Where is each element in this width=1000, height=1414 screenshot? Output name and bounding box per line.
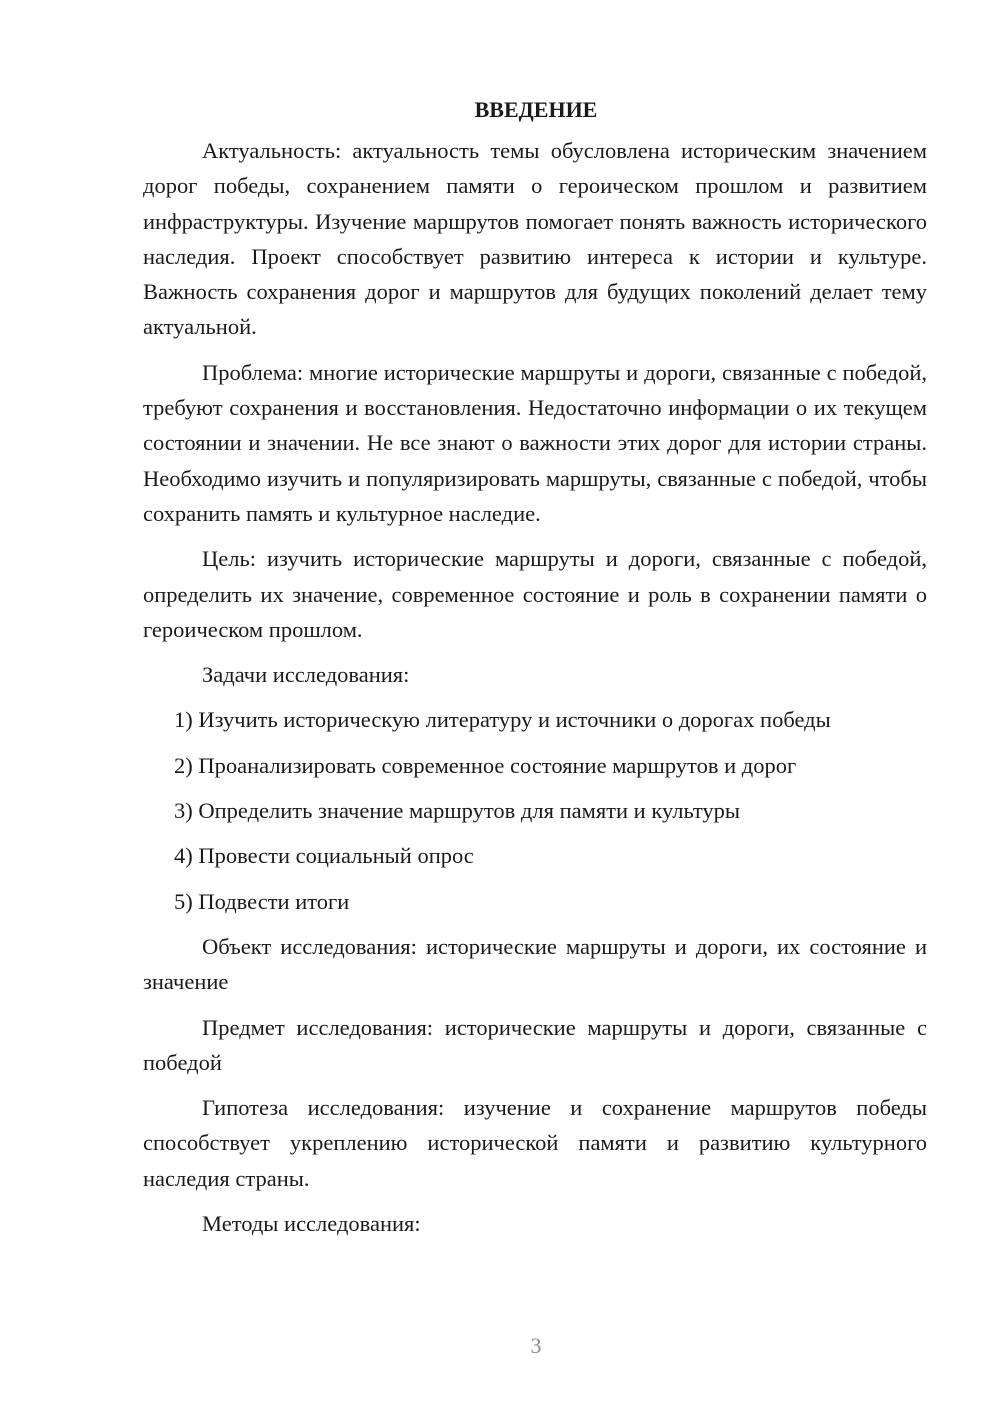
page-content [143, 92, 927, 1251]
object-paragraph: Объект исследования: исторические маршруты и дороги, их состояние и значение [143, 933, 927, 995]
task-item-2: 2) Проанализировать современное состояние маршрутов и дорог [174, 752, 797, 778]
task-item-1: 1) Изучить историческую литературу и источники о дорогах победы [174, 707, 831, 733]
task-item-5: 5) Подвести итоги [174, 888, 350, 914]
task-item-4: 4) Провести социальный опрос [174, 843, 474, 869]
task-item-3: 3) Определить значение маршрутов для памяти и культуры [174, 798, 741, 824]
tasks-list [143, 702, 927, 918]
goal-paragraph: Цель: изучить исторические маршруты и дороги, связанные с победой, определить их значение, современное состояние и роль в сохранении памяти о героическом прошлом. [143, 546, 927, 642]
section-title: ВВЕДЕНИЕ [474, 97, 598, 122]
subject-paragraph: Предмет исследования: исторические маршруты и дороги, связанные с победой [143, 1014, 927, 1075]
relevance-paragraph: Актуальность: актуальность темы обусловлена историческим значением дорог победы, сохранением памяти о героическом прошлом и развитием инфраструктуры. Изучение маршрутов помогает понять важность исторического наследия. Проект способствует развитию интереса к истории и культуре. Важность сохранения дорог и маршрутов для будущих поколений делает тему актуальной. [143, 138, 927, 340]
tasks-heading: Задачи исследования: [202, 662, 410, 688]
hypothesis-paragraph: Гипотеза исследования: изучение и сохранение маршрутов победы способствует укреплению исторической памяти и развитию культурного наследия страны. [143, 1095, 927, 1191]
page-number: 3 [530, 1333, 542, 1358]
problem-paragraph: Проблема: многие исторические маршруты и дороги, связанные с победой, требуют сохранения и восстановления. Недостаточно информации о их текущем состоянии и значении. Не все знают о важности этих дорог для истории страны. Необходимо изучить и популяризировать маршруты, связанные с победой, чтобы сохранить память и культурное наследие. [143, 359, 927, 526]
methods-heading: Методы исследования: [202, 1211, 421, 1237]
